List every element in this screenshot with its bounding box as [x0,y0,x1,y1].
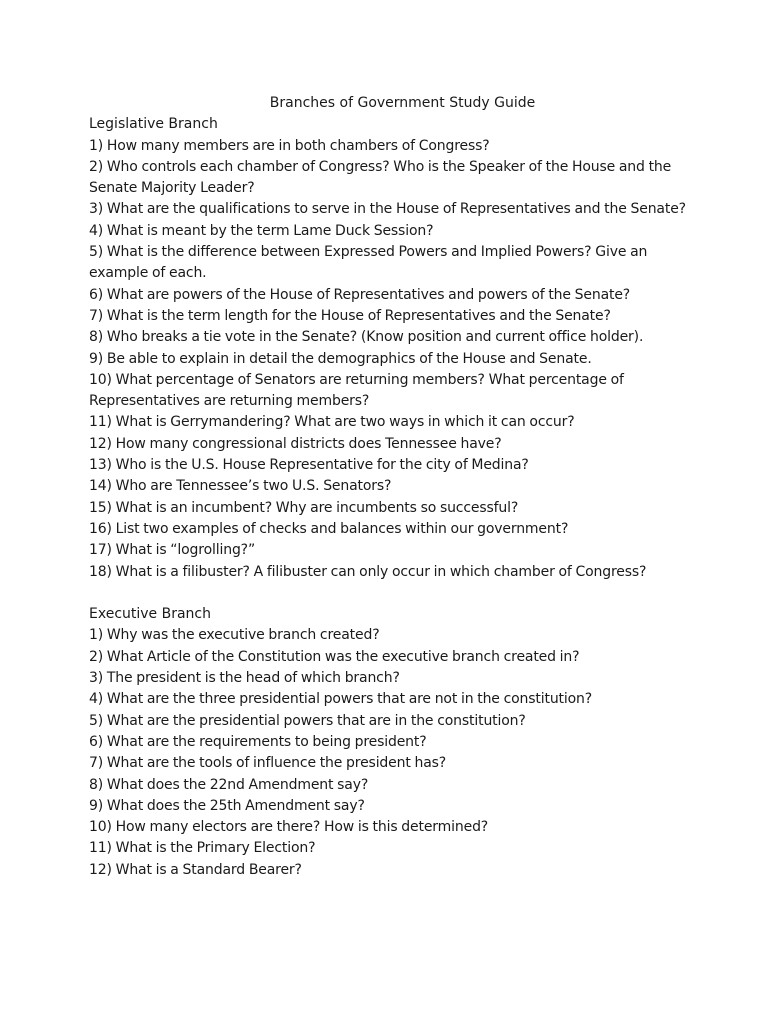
list-item: 5) What are the presidential powers that are in the constitution? [89,712,526,729]
list-item: 10) What percentage of Senators are returning members? What percentage of Representatives are returning members? [89,371,624,410]
list-item: 8) What does the 22nd Amendment say? [89,776,369,793]
list-item: 4) What are the three presidential powers that are not in the constitution? [89,691,593,708]
list-item: 15) What is an incumbent? Why are incumbents so successful? [89,499,519,516]
list-item: 3) What are the qualifications to serve in the House of Representatives and the Senate? [89,201,686,218]
list-item: 12) What is a Standard Bearer? [89,861,302,878]
list-item: 2) Who controls each chamber of Congress? Who is the Speaker of the House and the Senate Majority Leader? [89,158,672,197]
list-item: 11) What is the Primary Election? [89,840,316,857]
legislative-question-list [89,136,708,583]
executive-branch-section [89,604,708,881]
list-item: 7) What are the tools of influence the president has? [89,755,447,772]
list-item: 8) Who breaks a tie vote in the Senate? (Know position and current office holder). [89,329,644,346]
list-item: 9) What does the 25th Amendment say? [89,797,365,814]
list-item: 7) What is the term length for the House of Representatives and the Senate? [89,307,611,324]
list-item: 5) What is the difference between Expressed Powers and Implied Powers? Give an example of each. [89,244,648,282]
list-item: 1) How many members are in both chambers of Congress? [89,137,490,154]
list-item: 14) Who are Tennessee’s two U.S. Senators? [89,478,392,495]
list-item: 11) What is Gerrymandering? What are two ways in which it can occur? [89,414,575,431]
list-item: 18) What is a filibuster? A filibuster can only occur in which chamber of Congress? [89,563,647,580]
list-item: 17) What is “logrolling?” [89,542,256,559]
list-item: 1) Why was the executive branch created? [89,627,380,644]
section-spacer [89,583,708,604]
list-item: 9) Be able to explain in detail the demographics of the House and Senate. [89,350,592,367]
list-item: 2) What Article of the Constitution was the executive branch created in? [89,648,580,665]
list-item: 16) List two examples of checks and balances within our government? [89,520,569,537]
list-item: 12) How many congressional districts does Tennessee have? [89,435,502,452]
list-item: 10) How many electors are there? How is this determined? [89,819,489,836]
executive-question-list [89,625,708,881]
legislative-branch-section [89,114,708,583]
section-heading-executive: Executive Branch [89,606,211,623]
section-heading-legislative: Legislative Branch [89,116,218,133]
list-item: 6) What are the requirements to being president? [89,733,427,750]
page-title: Branches of Government Study Guide [269,95,536,111]
list-item: 3) The president is the head of which branch? [89,670,400,687]
list-item: 6) What are powers of the House of Representatives and powers of the Senate? [89,286,631,303]
list-item: 13) Who is the U.S. House Representative for the city of Medina? [89,457,529,474]
list-item: 4) What is meant by the term Lame Duck Session? [89,222,434,239]
